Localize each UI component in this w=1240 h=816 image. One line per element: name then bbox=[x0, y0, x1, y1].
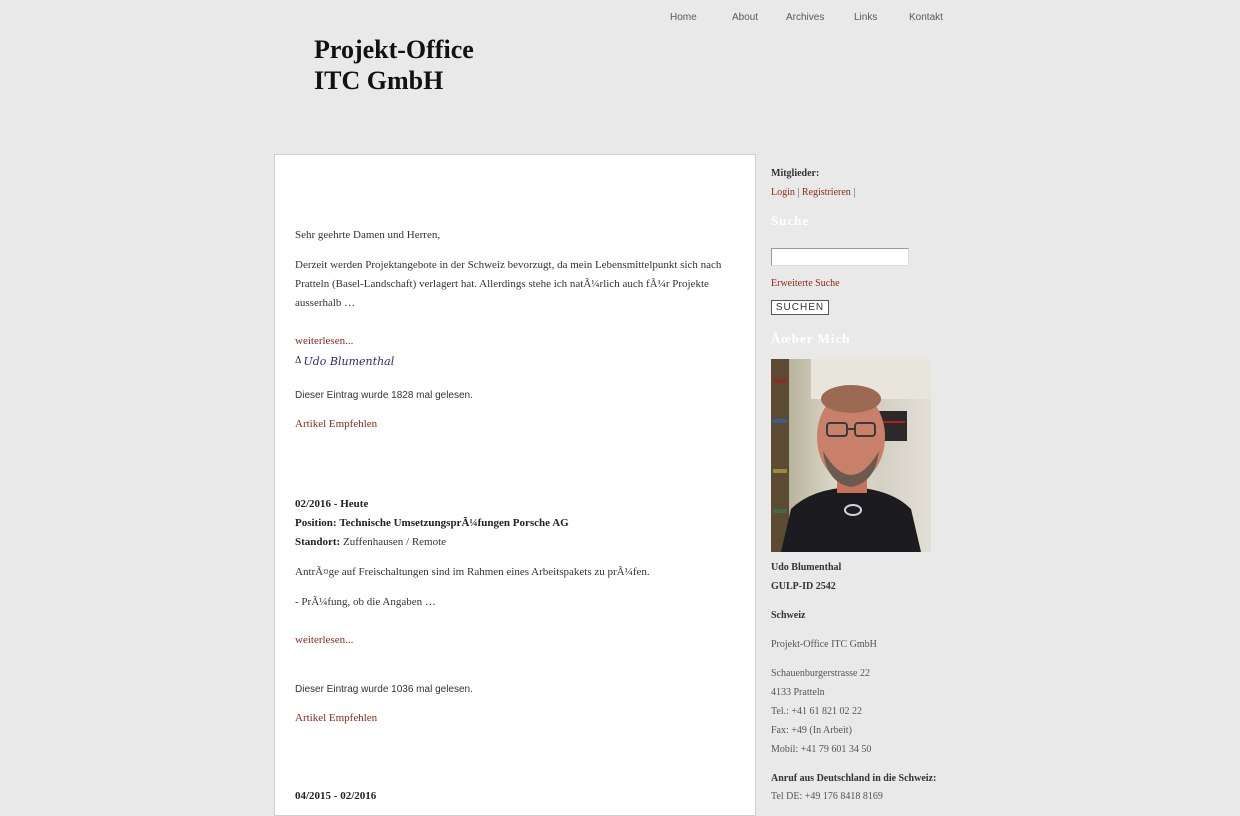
post1-read-more-link[interactable]: weiterlesen... bbox=[295, 335, 354, 347]
mobile: Mobil: +41 79 601 34 50 bbox=[771, 744, 872, 755]
search-button[interactable]: SUCHEN bbox=[771, 300, 829, 315]
company-name: Projekt-Office ITC GmbH bbox=[771, 639, 877, 650]
post2-position bbox=[295, 514, 569, 533]
post2-read-more-link[interactable]: weiterlesen... bbox=[295, 634, 354, 646]
site-title-line1: Projekt-Office bbox=[314, 35, 474, 64]
signature-text: Udo Blumenthal bbox=[303, 354, 395, 368]
members-label: Mitglieder: bbox=[771, 168, 820, 179]
nav-about-link[interactable]: About bbox=[732, 12, 759, 23]
post2-position-label: Position: bbox=[295, 517, 337, 529]
post2-period: 02/2016 - Heute bbox=[295, 498, 369, 510]
search-heading: Suche bbox=[771, 213, 810, 228]
gulp-id: GULP-ID 2542 bbox=[771, 581, 836, 592]
signature-image bbox=[295, 354, 394, 368]
post2-view-count: Dieser Eintrag wurde 1036 mal gelesen. bbox=[295, 684, 473, 695]
street-address: Schauenburgerstrasse 22 bbox=[771, 668, 870, 679]
country: Schweiz bbox=[771, 610, 806, 621]
member-links bbox=[771, 183, 855, 202]
phone-germany: Tel DE: +49 176 8418 8169 bbox=[771, 791, 883, 802]
post1-recommend-link[interactable]: Artikel Empfehlen bbox=[295, 418, 378, 430]
city: 4133 Pratteln bbox=[771, 687, 825, 698]
profile-photo-illustration bbox=[771, 359, 931, 552]
search-input[interactable] bbox=[771, 248, 909, 266]
site-title-line2: ITC GmbH bbox=[314, 66, 444, 95]
post2-location-value: Zuffenhausen / Remote bbox=[342, 536, 447, 548]
profile-name: Udo Blumenthal bbox=[771, 562, 842, 573]
phone: Tel.: +41 61 821 02 22 bbox=[771, 706, 863, 717]
about-heading: Ãœber Mich bbox=[771, 331, 851, 346]
post2-excerpt-line2: - PrÃ¼fung, ob die Angaben … bbox=[295, 596, 436, 608]
login-link[interactable]: Login bbox=[771, 187, 795, 198]
post2-recommend-link[interactable]: Artikel Empfehlen bbox=[295, 712, 378, 724]
post3-period: 04/2015 - 02/2016 bbox=[295, 790, 377, 802]
post2-location bbox=[295, 533, 446, 552]
profile-photo bbox=[771, 359, 931, 552]
nav-home-link[interactable]: Home bbox=[670, 12, 697, 23]
separator: | bbox=[797, 187, 800, 198]
site-title[interactable] bbox=[314, 34, 474, 96]
post2-excerpt-line1: AntrÃ¤ge auf Freischaltungen sind im Rahmen eines Arbeitspakets zu prÃ¼fen. bbox=[295, 566, 650, 578]
nav-archives-link[interactable]: Archives bbox=[786, 12, 825, 23]
post2-position-value: Technische UmsetzungsprÃ¼fungen Porsche AG bbox=[339, 517, 569, 529]
post1-view-count: Dieser Eintrag wurde 1828 mal gelesen. bbox=[295, 390, 473, 401]
call-germany-label: Anruf aus Deutschland in die Schweiz: bbox=[771, 773, 937, 784]
nav-links-link[interactable]: Links bbox=[854, 12, 878, 23]
nav-kontakt-link[interactable]: Kontakt bbox=[909, 12, 943, 23]
register-link[interactable]: Registrieren bbox=[801, 187, 851, 198]
separator: | bbox=[853, 187, 856, 198]
fax: Fax: +49 (In Arbeit) bbox=[771, 725, 852, 736]
penguin-icon: Δ bbox=[295, 356, 302, 366]
post1-excerpt: Derzeit werden Projektangebote in der Schweiz bevorzugt, da mein Lebensmittelpunkt sich nach Pratteln (Basel-Landschaft) verlagert hat. Allerdings stehe ich natÃ¼rlich auch fÃ¼r Projekte ausserhalb … bbox=[295, 259, 722, 309]
top-navigation bbox=[0, 12, 1240, 26]
main-content bbox=[274, 154, 756, 816]
post2-location-label: Standort: bbox=[295, 536, 341, 548]
post1-greeting: Sehr geehrte Damen und Herren, bbox=[295, 229, 441, 241]
advanced-search-link[interactable]: Erweiterte Suche bbox=[771, 278, 840, 289]
